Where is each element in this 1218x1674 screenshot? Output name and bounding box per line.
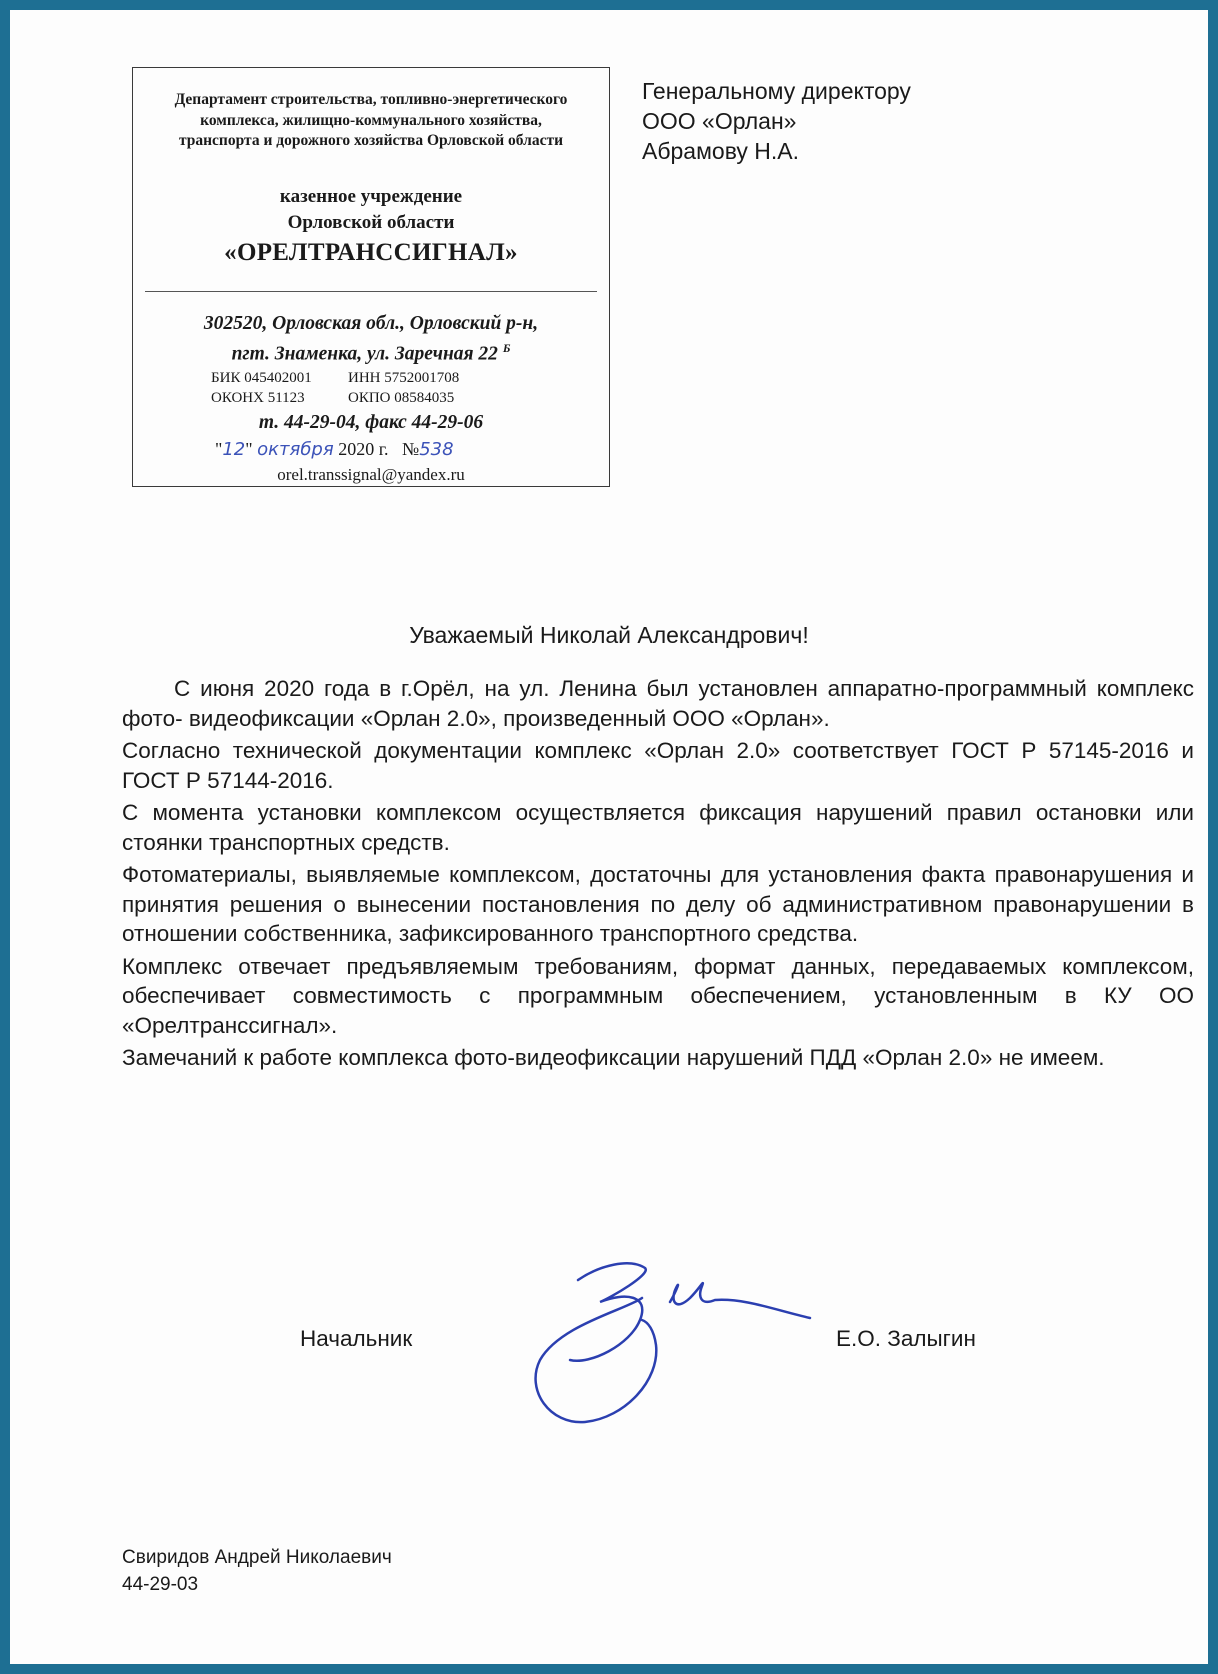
body-paragraph: Фотоматериалы, выявляемые комплексом, достаточны для установления факта правонарушения и принятия решения о вынесении постановления по делу об административном правонарушении в отношении собственника, зафиксированного транспортного средства. — [122, 862, 1194, 946]
letterhead-stamp — [132, 67, 610, 487]
inn-code: ИНН 5752001708 — [348, 370, 460, 386]
institution-line-2: Орловской области — [287, 212, 455, 233]
department-name: Департамент строительства, топливно-энергетического комплекса, жилищно-коммунального хозяйства, транспорта и дорожного хозяйства Орловской области — [174, 91, 568, 149]
bik-code: БИК 045402001 — [211, 370, 312, 386]
executor-block — [122, 1544, 392, 1598]
date-month: октября — [257, 439, 334, 460]
addressee-line-2: ООО «Орлан» — [642, 108, 797, 134]
phone-fax: т. 44-29-04, факс 44-29-06 — [258, 412, 484, 433]
organization-email: orel.transsignal@yandex.ru — [277, 465, 465, 484]
address-line-1: 302520, Орловская обл., Орловский р-н, — [203, 313, 539, 334]
date-year: 2020 г. — [338, 439, 389, 459]
body-paragraph: Комплекс отвечает предъявляемым требованиям, формат данных, передаваемых комплексом, обеспечивает совместимость с программным обеспечением, установленным в КУ ОО «Орелтранссигнал». — [122, 953, 1194, 1038]
organization-address — [133, 311, 609, 367]
number-label: № — [402, 439, 420, 459]
signer-title: Начальник — [300, 1326, 413, 1351]
addressee-block — [642, 76, 911, 166]
salutation: Уважаемый Николай Александрович! — [409, 622, 809, 648]
letterhead-divider — [145, 291, 597, 292]
body-paragraph: Замечаний к работе комплекса фото-видеофиксации нарушений ПДД «Орлан 2.0» не имеем. — [122, 1045, 1105, 1070]
signer-name: Е.О. Залыгин — [836, 1326, 976, 1351]
address-line-2: пгт. Знаменка, ул. Заречная 22 $^Б$ — [231, 341, 511, 365]
organization-name: «ОРЕЛТРАНССИГНАЛ» — [224, 239, 518, 266]
executor-phone: 44-29-03 — [122, 1574, 199, 1595]
addressee-line-3: Абрамову Н.А. — [642, 138, 800, 164]
letter-date: "12" октября 2020 г. №538 — [215, 439, 454, 460]
handwritten-signature — [530, 1250, 830, 1460]
okonh-code: ОКОНХ 51123 — [211, 390, 305, 406]
body-paragraph: С июня 2020 года в г.Орёл, на ул. Ленина был установлен аппаратно-программный комплекс фото- видеофиксации «Орлан 2.0», произведенный ООО «Орлан». — [122, 676, 1194, 731]
letter-number: 538 — [419, 439, 454, 460]
body-paragraph: С момента установки комплексом осуществляется фиксация нарушений правил остановки или стоянки транспортных средств. — [122, 800, 1194, 855]
date-day: 12 — [222, 439, 246, 460]
institution-line-1: казенное учреждение — [279, 186, 463, 207]
letter-page — [10, 10, 1208, 1664]
addressee-line-1: Генеральному директору — [642, 78, 911, 104]
executor-name: Свиридов Андрей Николаевич — [122, 1547, 392, 1568]
institution-type — [133, 184, 609, 236]
address-suffix: Б — [502, 341, 511, 355]
bank-codes — [211, 368, 459, 408]
letter-body — [122, 674, 1194, 1076]
okpo-code: ОКПО 08584035 — [348, 390, 455, 406]
body-paragraph: Согласно технической документации комплекс «Орлан 2.0» соответствует ГОСТ Р 57145-2016 и ГОСТ Р 57144-2016. — [122, 738, 1194, 793]
